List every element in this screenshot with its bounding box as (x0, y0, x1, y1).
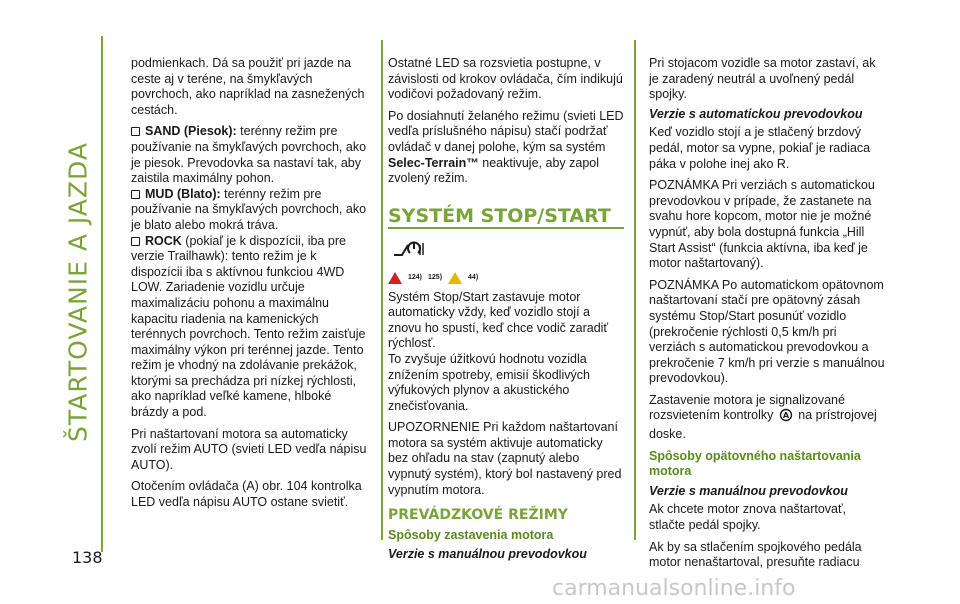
mud-label: MUD (Blato): (145, 186, 221, 201)
paragraph: Ostatné LED sa rozsvietia postupne, v závislosti od krokov ovládača, čím indikujú vodičovi požadovaný režim. (388, 56, 623, 102)
rock-mode-item (131, 234, 367, 421)
paragraph: podmienkach. Dá sa použiť pri jazde na ceste aj v teréne, na šmykľavých povrchoch, ako napríklad na zasnežených cestách. (131, 56, 365, 117)
watermark-text: carmanualsonline.info (552, 576, 796, 601)
chapter-title: ŠTARTOVANIE A JAZDA (63, 142, 93, 442)
page-number: 138 (72, 548, 103, 567)
paragraph: POZNÁMKA Pri verziách s automatickou prevodovkou v prípade, že zastanete na svahu hore kopcom, motor nie je možné vypnúť, aby bola dostupná funkcia „Hill Start Assist“ (funkcia aktívna, iba keď je motor naštartovaný). (649, 178, 875, 271)
rock-label: ROCK (145, 233, 182, 248)
selec-terrain-label: Selec-Terrain™ (388, 155, 479, 170)
reference-44: 44) (468, 273, 479, 281)
text: neaktivuje, aby zapol zvolený režim. (388, 155, 599, 186)
paragraph: Keď vozidlo stojí a je stlačený brzdový pedál, motor sa vypne, pokiaľ je radiaca páka v polohe inej ako R. (649, 125, 871, 171)
sand-mode-item (131, 124, 367, 186)
reference-icons (388, 270, 624, 286)
paragraph (388, 109, 624, 187)
column-divider-2 (634, 40, 636, 540)
paragraph: POZNÁMKA Po automatickom opätovnom naštartovaní stačí pre opätovný zásah systému Stop/Start posunúť vozidlo (prekročenie rýchlosti 0,5 km/h pri verziách s automatickou prevodovkou a prekročenie 7 km/h pri verzie s manuálnou prevodovkou). (649, 277, 885, 386)
column-1 (131, 56, 367, 517)
paragraph: UPOZORNENIE Pri každom naštartovaní motora sa systém aktivuje automaticky bez ohľadu na stav (zapnutý alebo vypnutý systém), ktorý bol nastavený pred vypnutím motora. (388, 420, 622, 497)
section-heading-modes: PREVÁDZKOVÉ REŽIMY (388, 507, 568, 524)
column-3 (649, 56, 885, 577)
checkbox-bullet-icon (131, 237, 140, 246)
caution-triangle-icon (448, 272, 462, 284)
section-heading-stop-start: SYSTÉM STOP/START (388, 204, 611, 227)
paragraph: Pri naštartovaní motora sa automaticky zvolí režim AUTO (svieti LED vedľa nápisu AUTO). (131, 426, 367, 472)
text: na prístrojovej doske. (649, 408, 877, 442)
stop-start-symbol-icon (392, 239, 624, 264)
paragraph: Pri stojacom vozidle sa motor zastaví, ak je zaradený neutrál a uvoľnený pedál spojky. (649, 56, 876, 102)
warning-triangle-icon (388, 272, 402, 284)
rock-text: (pokiaľ je k dispozícii, iba pre verzie Trailhawk): tento režim je k dispozícii iba s aktívnou funkciou 4WD LOW. Zariadenie vozidlu určuje maximalizáciu pohonu a maximálnu kapacitu riadenia na kamenických terénnych povrchoch. Tento režim zaisťuje maximálny výkon pri terénnej jazde. Tento režim je vhodný na zdolávanie prekážok, ktorými sa prechádza pri nízkej rýchlosti, ako napríklad veľké kamene, hlboké brázdy a pod. (131, 233, 366, 420)
checkbox-bullet-icon (131, 190, 140, 199)
paragraph: Ak by sa stlačením spojkového pedála motor nenaštartoval, presuňte radiacu (649, 539, 862, 570)
subheading-restart: Spôsoby opätovného naštartovania motora (649, 448, 861, 479)
stop-start-indicator-icon (779, 408, 793, 427)
column-divider-1 (381, 40, 383, 540)
subheading-stop-ways: Spôsoby zastavenia motora (388, 527, 554, 542)
sand-label: SAND (Piesok): (145, 124, 237, 139)
subheading-manual: Verzie s manuálnou prevodovkou (649, 483, 848, 498)
text: Po dosiahnutí želaného režimu (svieti LED vedľa príslušného nápisu) stačí podržať ovládač v danej polohe, kým sa systém (388, 108, 624, 154)
heading-rule (388, 227, 624, 229)
chapter-rule (101, 36, 103, 552)
column-2 (388, 56, 624, 566)
subheading-manual: Verzie s manuálnou prevodovkou (388, 547, 587, 562)
reference-124: 124) (408, 273, 423, 281)
paragraph (649, 393, 885, 443)
mud-text: terénny režim pre používanie na šmykľavých povrchoch, ako je blato alebo mokrá tráva. (131, 186, 367, 232)
reference-125: 125) (428, 273, 443, 281)
svg-text:A: A (782, 411, 789, 421)
checkbox-bullet-icon (131, 127, 140, 136)
paragraph: Otočením ovládača (A) obr. 104 kontrolka LED vedľa nápisu AUTO ostane svietiť. (131, 479, 362, 510)
subheading-automatic: Verzie s automatickou prevodovkou (649, 106, 863, 121)
mud-mode-item (131, 187, 367, 234)
paragraph: To zvyšuje úžitkovú hodnotu vozidla znížením spotreby, emisií škodlivých výfukových plynov a akustického znečisťovania. (388, 351, 590, 413)
sand-text: terénny režim pre používanie na šmykľavých povrchoch, ako je piesok. Prevodovka sa nastaví tak, aby zaistila maximálny pohon. (131, 124, 367, 186)
paragraph: Systém Stop/Start zastavuje motor automaticky vždy, keď vozidlo stojí a znovu ho spustí, keď chce vodič zaradiť rýchlosť. (388, 289, 609, 351)
paragraph: Ak chcete motor znova naštartovať, stlačte pedál spojky. (649, 502, 847, 533)
text: Zastavenie motora je signalizované rozsvietením kontrolky (649, 392, 845, 423)
